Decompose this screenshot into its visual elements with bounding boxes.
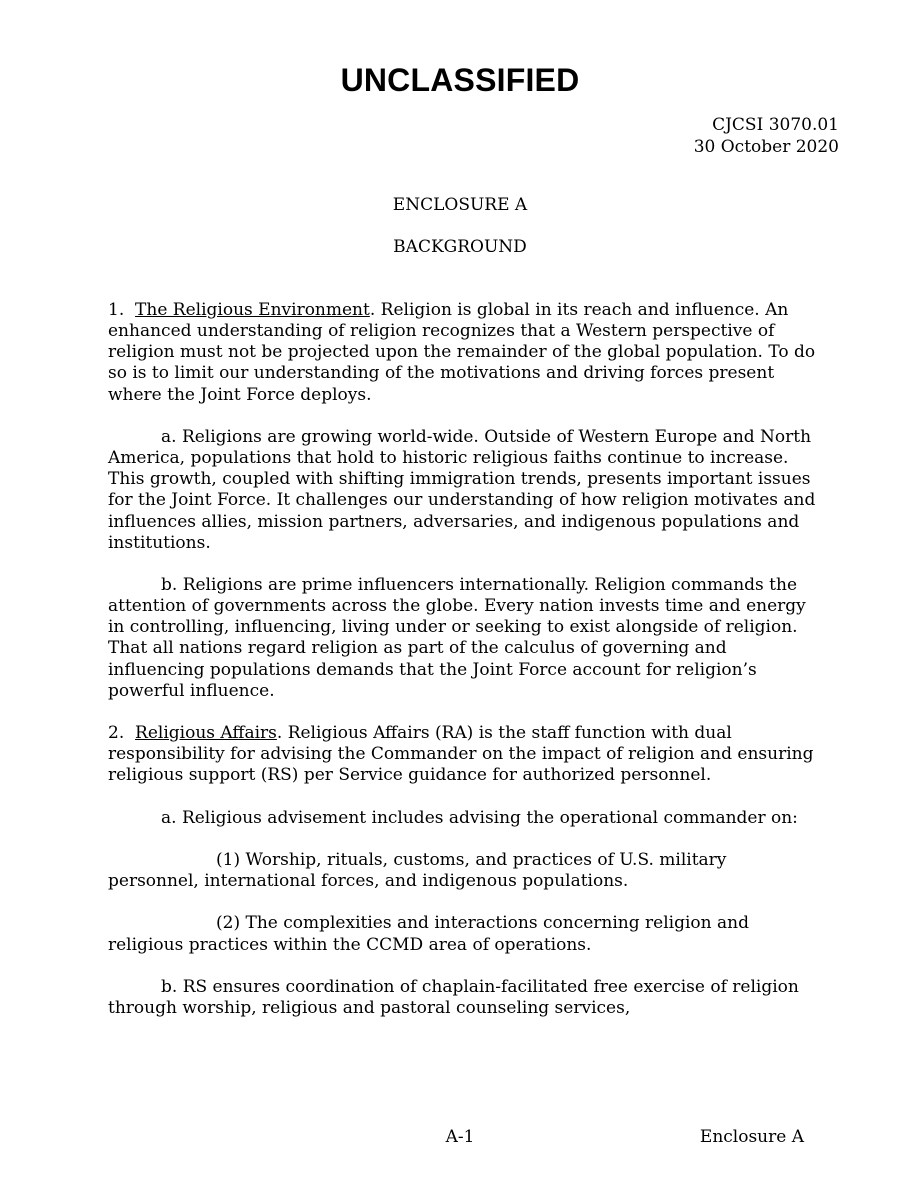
- paragraph-1b: b. Religions are prime influencers internationally. Religion commands the attention of governments across the globe. Every nation invests time and energy in controlling, influencing, living under or seeking to exist alongside of religion. That all nations regard religion as part of the calculus of governing and influencing populations demands that the Joint Force account for religion’s powerful influence.: [108, 575, 806, 701]
- enclosure-title: ENCLOSURE A: [392, 195, 528, 215]
- page-number: A-1: [445, 1127, 475, 1147]
- paragraph-1-number: 1.: [108, 300, 125, 320]
- paragraph-2-heading: Religious Affairs: [135, 723, 277, 744]
- paragraph-2b: b. RS ensures coordination of chaplain-facilitated free exercise of religion through worship, religious and pastoral counseling services,: [108, 976, 799, 1019]
- document-body: [108, 300, 820, 1040]
- section-title: BACKGROUND: [393, 237, 527, 257]
- classification-banner: UNCLASSIFIED: [340, 62, 580, 98]
- paragraph-1-text: . Religion is global in its reach and influence. An enhanced understanding of religion recognizes that a Western perspective of religion must not be projected upon the remainder of the global population. To do so is to limit our understanding of the motivations and driving forces present where the Joint Force deploys.: [108, 300, 816, 405]
- paragraph-2a-2: (2) The complexities and interactions concerning religion and religious practices within the CCMD area of operations.: [108, 913, 749, 955]
- paragraph-2a-1: (1) Worship, rituals, customs, and practices of U.S. military personnel, international forces, and indigenous populations.: [108, 849, 727, 892]
- document-date: 30 October 2020: [693, 136, 839, 157]
- paragraph-2-number: 2.: [108, 723, 125, 744]
- paragraph-1a: a. Religions are growing world-wide. Outside of Western Europe and North America, populations that hold to historic religious faiths continue to increase. This growth, coupled with shifting immigration trends, presents important issues for the Joint Force. It challenges our understanding of how religion motivates and influences allies, mission partners, adversaries, and indigenous populations and institutions.: [108, 426, 816, 553]
- paragraph-1: [108, 300, 820, 406]
- document-number: CJCSI 3070.01: [712, 115, 839, 135]
- paragraph-2-text: . Religious Affairs (RA) is the staff function with dual responsibility for advising the Commander on the impact of religion and ensuring religious support (RS) per Service guidance for authorized personnel.: [108, 723, 814, 786]
- footer-enclosure-label: Enclosure A: [699, 1127, 804, 1147]
- paragraph-2: [108, 723, 820, 786]
- document-reference: [694, 115, 839, 158]
- paragraph-1-heading: The Religious Environment: [135, 300, 370, 320]
- paragraph-2a: a. Religious advisement includes advising the operational commander on:: [161, 807, 798, 828]
